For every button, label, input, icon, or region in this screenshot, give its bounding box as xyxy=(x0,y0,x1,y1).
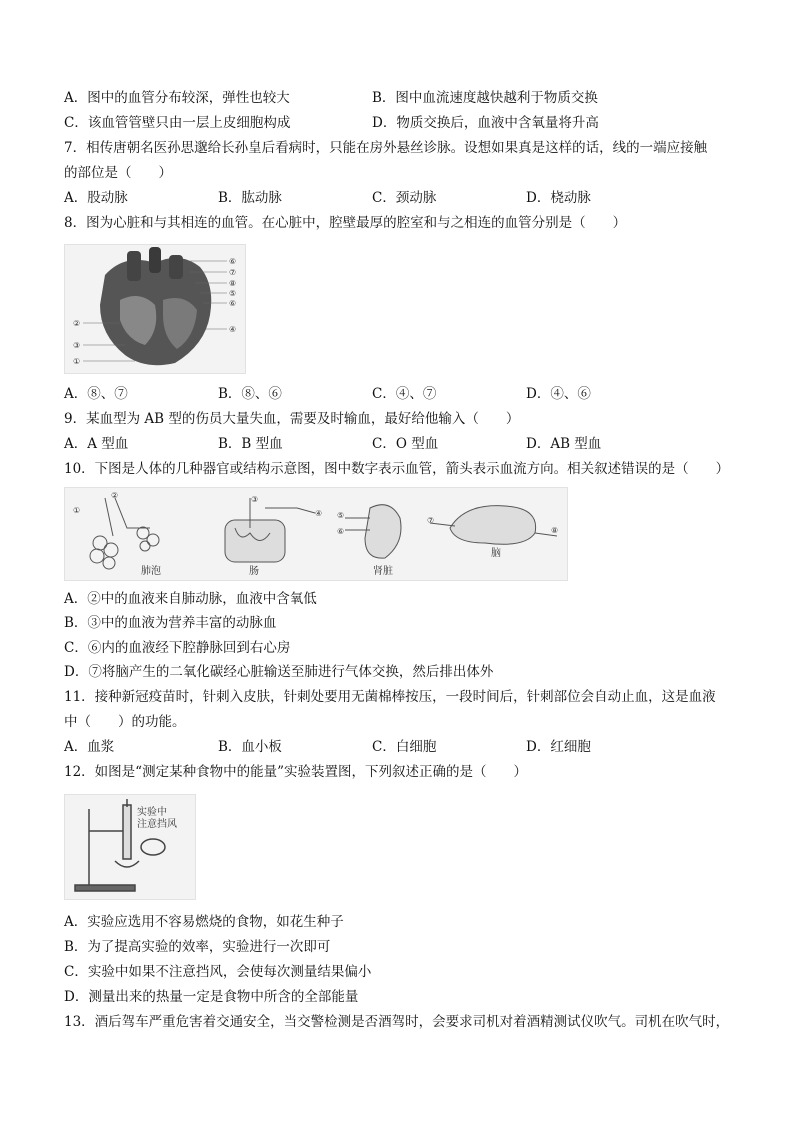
heart-label-2: ② xyxy=(73,319,81,328)
label-alveoli: 肺泡 xyxy=(141,566,161,577)
heart-label-5: ⑤ xyxy=(229,289,237,298)
q11-option-a: A．血浆 xyxy=(64,739,115,755)
q9-option-b: B．B 型血 xyxy=(218,436,283,452)
q10-option-c: C．⑥内的血液经下腔静脉回到右心房 xyxy=(64,640,291,656)
organ-num-5: ⑤ xyxy=(337,511,345,520)
heart-diagram xyxy=(64,244,246,374)
q7-option-a: A．股动脉 xyxy=(64,190,128,206)
q9-option-d: D．AB 型血 xyxy=(526,436,602,452)
q7-stem-line2: 的部位是（ ） xyxy=(64,165,172,181)
organ-num-1: ① xyxy=(73,506,81,515)
q6-option-c: C．该血管管壁只由一层上皮细胞构成 xyxy=(64,115,291,131)
q7-option-b: B．肱动脉 xyxy=(218,190,282,206)
heart-label-3: ③ xyxy=(73,341,81,350)
q12-stem: 12．如图是“测定某种食物中的能量”实验装置图，下列叙述正确的是（ ） xyxy=(64,764,527,780)
q10-option-b: B．③中的血液为营养丰富的动脉血 xyxy=(64,615,277,631)
q12-option-d: D．测量出来的热量一定是食物中所含的全部能量 xyxy=(64,989,359,1005)
q11-option-d: D．红细胞 xyxy=(526,739,591,755)
q11-stem-line1: 11．接种新冠疫苗时，针刺入皮肤，针刺处要用无菌棉棒按压，一段时间后，针刺部位会自动止血，这是血液 xyxy=(64,689,716,705)
q10-option-a: A．②中的血液来自肺动脉，血液中含氧低 xyxy=(64,591,317,607)
q7-stem-line1: 7．相传唐朝名医孙思邈给长孙皇后看病时，只能在房外悬丝诊脉。设想如果真是这样的话，线的一端应接触 xyxy=(64,140,708,156)
q9-option-a: A．A 型血 xyxy=(64,436,129,452)
q6-option-a: A．图中的血管分布较深，弹性也较大 xyxy=(64,90,290,106)
food-energy-apparatus xyxy=(64,794,196,900)
apparatus-note-line2: 注意挡风 xyxy=(137,819,177,830)
heart-label-1: ① xyxy=(73,357,81,366)
q8-option-a: A．⑧、⑦ xyxy=(64,386,128,402)
q13-stem: 13．酒后驾车严重危害着交通安全，当交警检测是否酒驾时，会要求司机对着酒精测试仪吹气。司机在吹气时， xyxy=(64,1014,730,1030)
q11-stem-line2: 中（ ）的功能。 xyxy=(64,714,186,730)
q12-option-c: C．实验中如果不注意挡风，会使每次测量结果偏小 xyxy=(64,964,372,980)
organ-num-8: ⑧ xyxy=(551,526,559,535)
q8-stem: 8．图为心脏和与其相连的血管。在心脏中，腔壁最厚的腔室和与之相连的血管分别是（ ） xyxy=(64,215,627,231)
heart-label-4: ④ xyxy=(229,325,237,334)
organ-num-2: ② xyxy=(111,491,119,500)
q12-option-a: A．实验应选用不容易燃烧的食物，如花生种子 xyxy=(64,914,344,930)
q10-option-d: D．⑦将脑产生的二氧化碳经心脏输送至肺进行气体交换，然后排出体外 xyxy=(64,664,494,680)
organ-num-6: ⑥ xyxy=(337,527,345,536)
q6-option-b: B．图中血流速度越快越利于物质交换 xyxy=(372,90,598,106)
label-brain: 脑 xyxy=(491,548,501,559)
q8-option-b: B．⑧、⑥ xyxy=(218,386,282,402)
q9-stem: 9．某血型为 AB 型的伤员大量失血，需要及时输血，最好给他输入（ ） xyxy=(64,411,520,427)
heart-label-8: ⑧ xyxy=(229,279,237,288)
organs-diagram xyxy=(64,487,568,581)
apparatus-note-line1: 实验中 xyxy=(137,807,167,818)
q11-option-c: C．白细胞 xyxy=(372,739,437,755)
heart-label-6b: ⑥ xyxy=(229,299,237,308)
label-kidney: 肾脏 xyxy=(373,566,393,577)
organ-num-4: ④ xyxy=(315,509,323,518)
q8-option-c: C．④、⑦ xyxy=(372,386,437,402)
q11-option-b: B．血小板 xyxy=(218,739,282,755)
q6-option-d: D．物质交换后，血液中含氧量将升高 xyxy=(372,115,599,131)
q10-stem: 10．下图是人体的几种器官或结构示意图，图中数字表示血管，箭头表示血流方向。相关叙述错误的是（ ） xyxy=(64,461,730,477)
heart-label-6a: ⑥ xyxy=(229,257,237,266)
q7-option-d: D．桡动脉 xyxy=(526,190,591,206)
label-intestine: 肠 xyxy=(249,566,259,577)
heart-label-7: ⑦ xyxy=(229,268,237,277)
q9-option-c: C．O 型血 xyxy=(372,436,439,452)
q12-option-b: B．为了提高实验的效率，实验进行一次即可 xyxy=(64,939,331,955)
organ-num-3: ③ xyxy=(251,495,259,504)
q7-option-c: C．颈动脉 xyxy=(372,190,437,206)
organ-num-7: ⑦ xyxy=(427,516,435,525)
q8-option-d: D．④、⑥ xyxy=(526,386,591,402)
